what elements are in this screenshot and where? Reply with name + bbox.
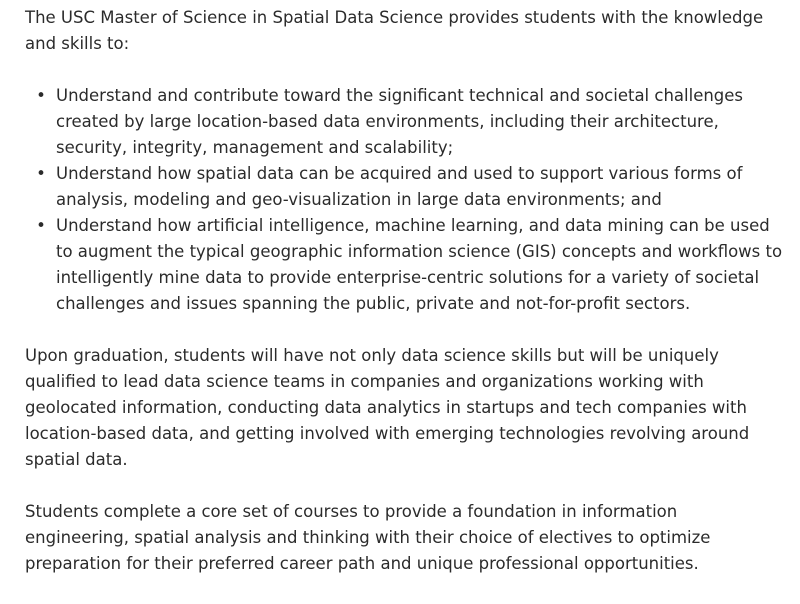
intro-paragraph: The USC Master of Science in Spatial Data Science provides students with the knowledge and skills to: [25,8,764,53]
list-item [36,213,785,317]
list-item [36,83,785,161]
list-item-text: Understand how spatial data can be acquired and used to support various forms of analysis, modeling and geo-visualization in large data environments; and [56,164,743,209]
list-item-text: Understand how artificial intelligence, machine learning, and data mining can be used to augment the typical geographic information science (GIS) concepts and workflows to intelligently mine data to provide enterprise-centric solutions for a variety of societal challenges and issues spanning the public, private and not-for-profit sectors. [56,216,783,313]
bullet-icon: • [36,86,46,105]
list-item-text: Understand and contribute toward the significant technical and societal challenges created by large location-based data environments, including their architecture, security, integrity, management and scalability; [56,86,744,157]
bullet-icon: • [36,216,46,235]
learning-outcomes-list [25,83,785,317]
bullet-icon: • [36,164,46,183]
list-item [36,161,785,213]
program-description [25,5,785,577]
courses-paragraph: Students complete a core set of courses to provide a foundation in information engineering, spatial analysis and thinking with their choice of electives to optimize preparation for their preferred career path and unique professional opportunities. [25,502,711,573]
graduation-paragraph: Upon graduation, students will have not only data science skills but will be uniquely qualified to lead data science teams in companies and organizations working with geolocated information, conducting data analytics in startups and tech companies with location-based data, and getting involved with emerging technologies revolving around spatial data. [25,346,750,469]
